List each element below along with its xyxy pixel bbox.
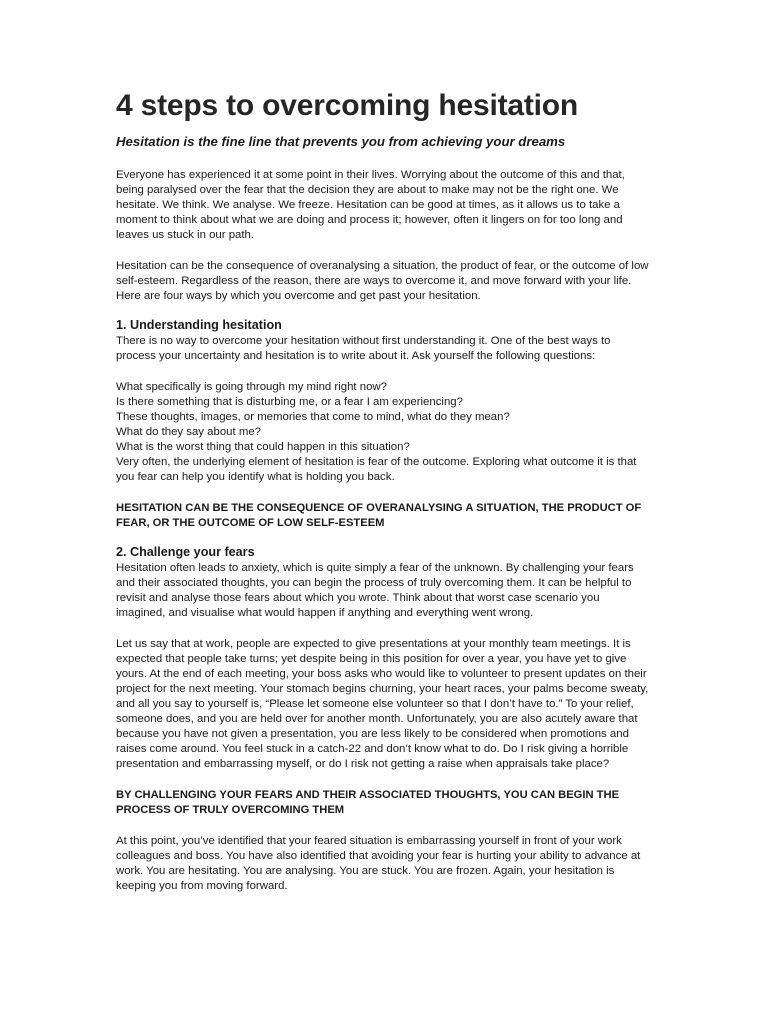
question-item: Is there something that is disturbing me, or a fear I am experiencing? — [116, 396, 463, 408]
pull-quote-2: BY CHALLENGING YOUR FEARS AND THEIR ASSOCIATED THOUGHTS, YOU CAN BEGIN THE PROCESS OF TRULY OVERCOMING THEM — [116, 789, 620, 816]
question-item: Very often, the underlying element of hesitation is fear of the outcome. Exploring what outcome it is that you fear can help you identify what is holding you back. — [116, 456, 637, 483]
question-item: What is the worst thing that could happen in this situation? — [116, 441, 410, 453]
document-subtitle: Hesitation is the fine line that prevents you from achieving your dreams — [116, 134, 566, 149]
intro-paragraph-2: Hesitation can be the consequence of overanalysing a situation, the product of fear, or the outcome of low self-esteem. Regardless of the reason, there are ways to overcome it, and move forward with your life. Here are four ways by which you overcome and get past your hesitation. — [116, 260, 649, 302]
section1-paragraph: There is no way to overcome your hesitation without first understanding it. One of the best ways to process your uncertainty and hesitation is to write about it. Ask yourself the following questions: — [116, 335, 611, 362]
section-heading-challenge: 2. Challenge your fears — [116, 545, 255, 559]
question-item: What specifically is going through my mind right now? — [116, 381, 387, 393]
section2-paragraph-1: Hesitation often leads to anxiety, which is quite simply a fear of the unknown. By challenging your fears and their associated thoughts, you can begin the process of truly overcoming them. It can be helpful to revisit and analyse those fears about which you wrote. Think about that worst case scenario you imagined, and visualise what would happen if anything and everything went wrong. — [116, 562, 634, 619]
section-heading-understanding: 1. Understanding hesitation — [116, 318, 282, 332]
document-title: 4 steps to overcoming hesitation — [116, 89, 579, 122]
question-item: These thoughts, images, or memories that come to mind, what do they mean? — [116, 411, 510, 423]
question-item: What do they say about me? — [116, 426, 261, 438]
intro-paragraph-1: Everyone has experienced it at some point in their lives. Worrying about the outcome of this and that, being paralysed over the fear that the decision they are about to make may not be the right one. We hesitate. We think. We analyse. We freeze. Hesitation can be good at times, as it allows us to take a moment to think about what we are doing and process it; however, often it lingers on for too long and leaves us stuck in our path. — [116, 169, 625, 241]
section2-paragraph-3: At this point, you’ve identified that your feared situation is embarrassing yourself in front of your work colleagues and boss. You have also identified that avoiding your fear is hurting your ability to advance at work. You are hesitating. You are analysing. You are stuck. You are frozen. Again, your hesitation is keeping you from moving forward. — [116, 835, 641, 892]
question-list — [116, 380, 650, 485]
section2-paragraph-2: Let us say that at work, people are expected to give presentations at your monthly team meetings. It is expected that people take turns; yet despite being in this position for over a year, you have yet to give yours. At the end of each meeting, your boss asks who would like to volunteer to present updates on their project for the next meeting. Your stomach begins churning, your heart races, your palms become sweaty, and all you say to yourself is, “Please let someone else volunteer so that I don’t have to.” To your relief, someone does, and you are held over for another month. Unfortunately, you are also acutely aware that because you have not given a presentation, you are less likely to be considered when promotions and raises come around. You feel stuck in a catch-22 and don’t know what to do. Do I risk giving a horrible presentation and embarrassing myself, or do I risk not getting a raise when appraisals take place? — [116, 638, 649, 770]
pull-quote-1: HESITATION CAN BE THE CONSEQUENCE OF OVERANALYSING A SITUATION, THE PRODUCT OF FEAR, OR THE OUTCOME OF LOW SELF-ESTEEM — [116, 502, 642, 529]
